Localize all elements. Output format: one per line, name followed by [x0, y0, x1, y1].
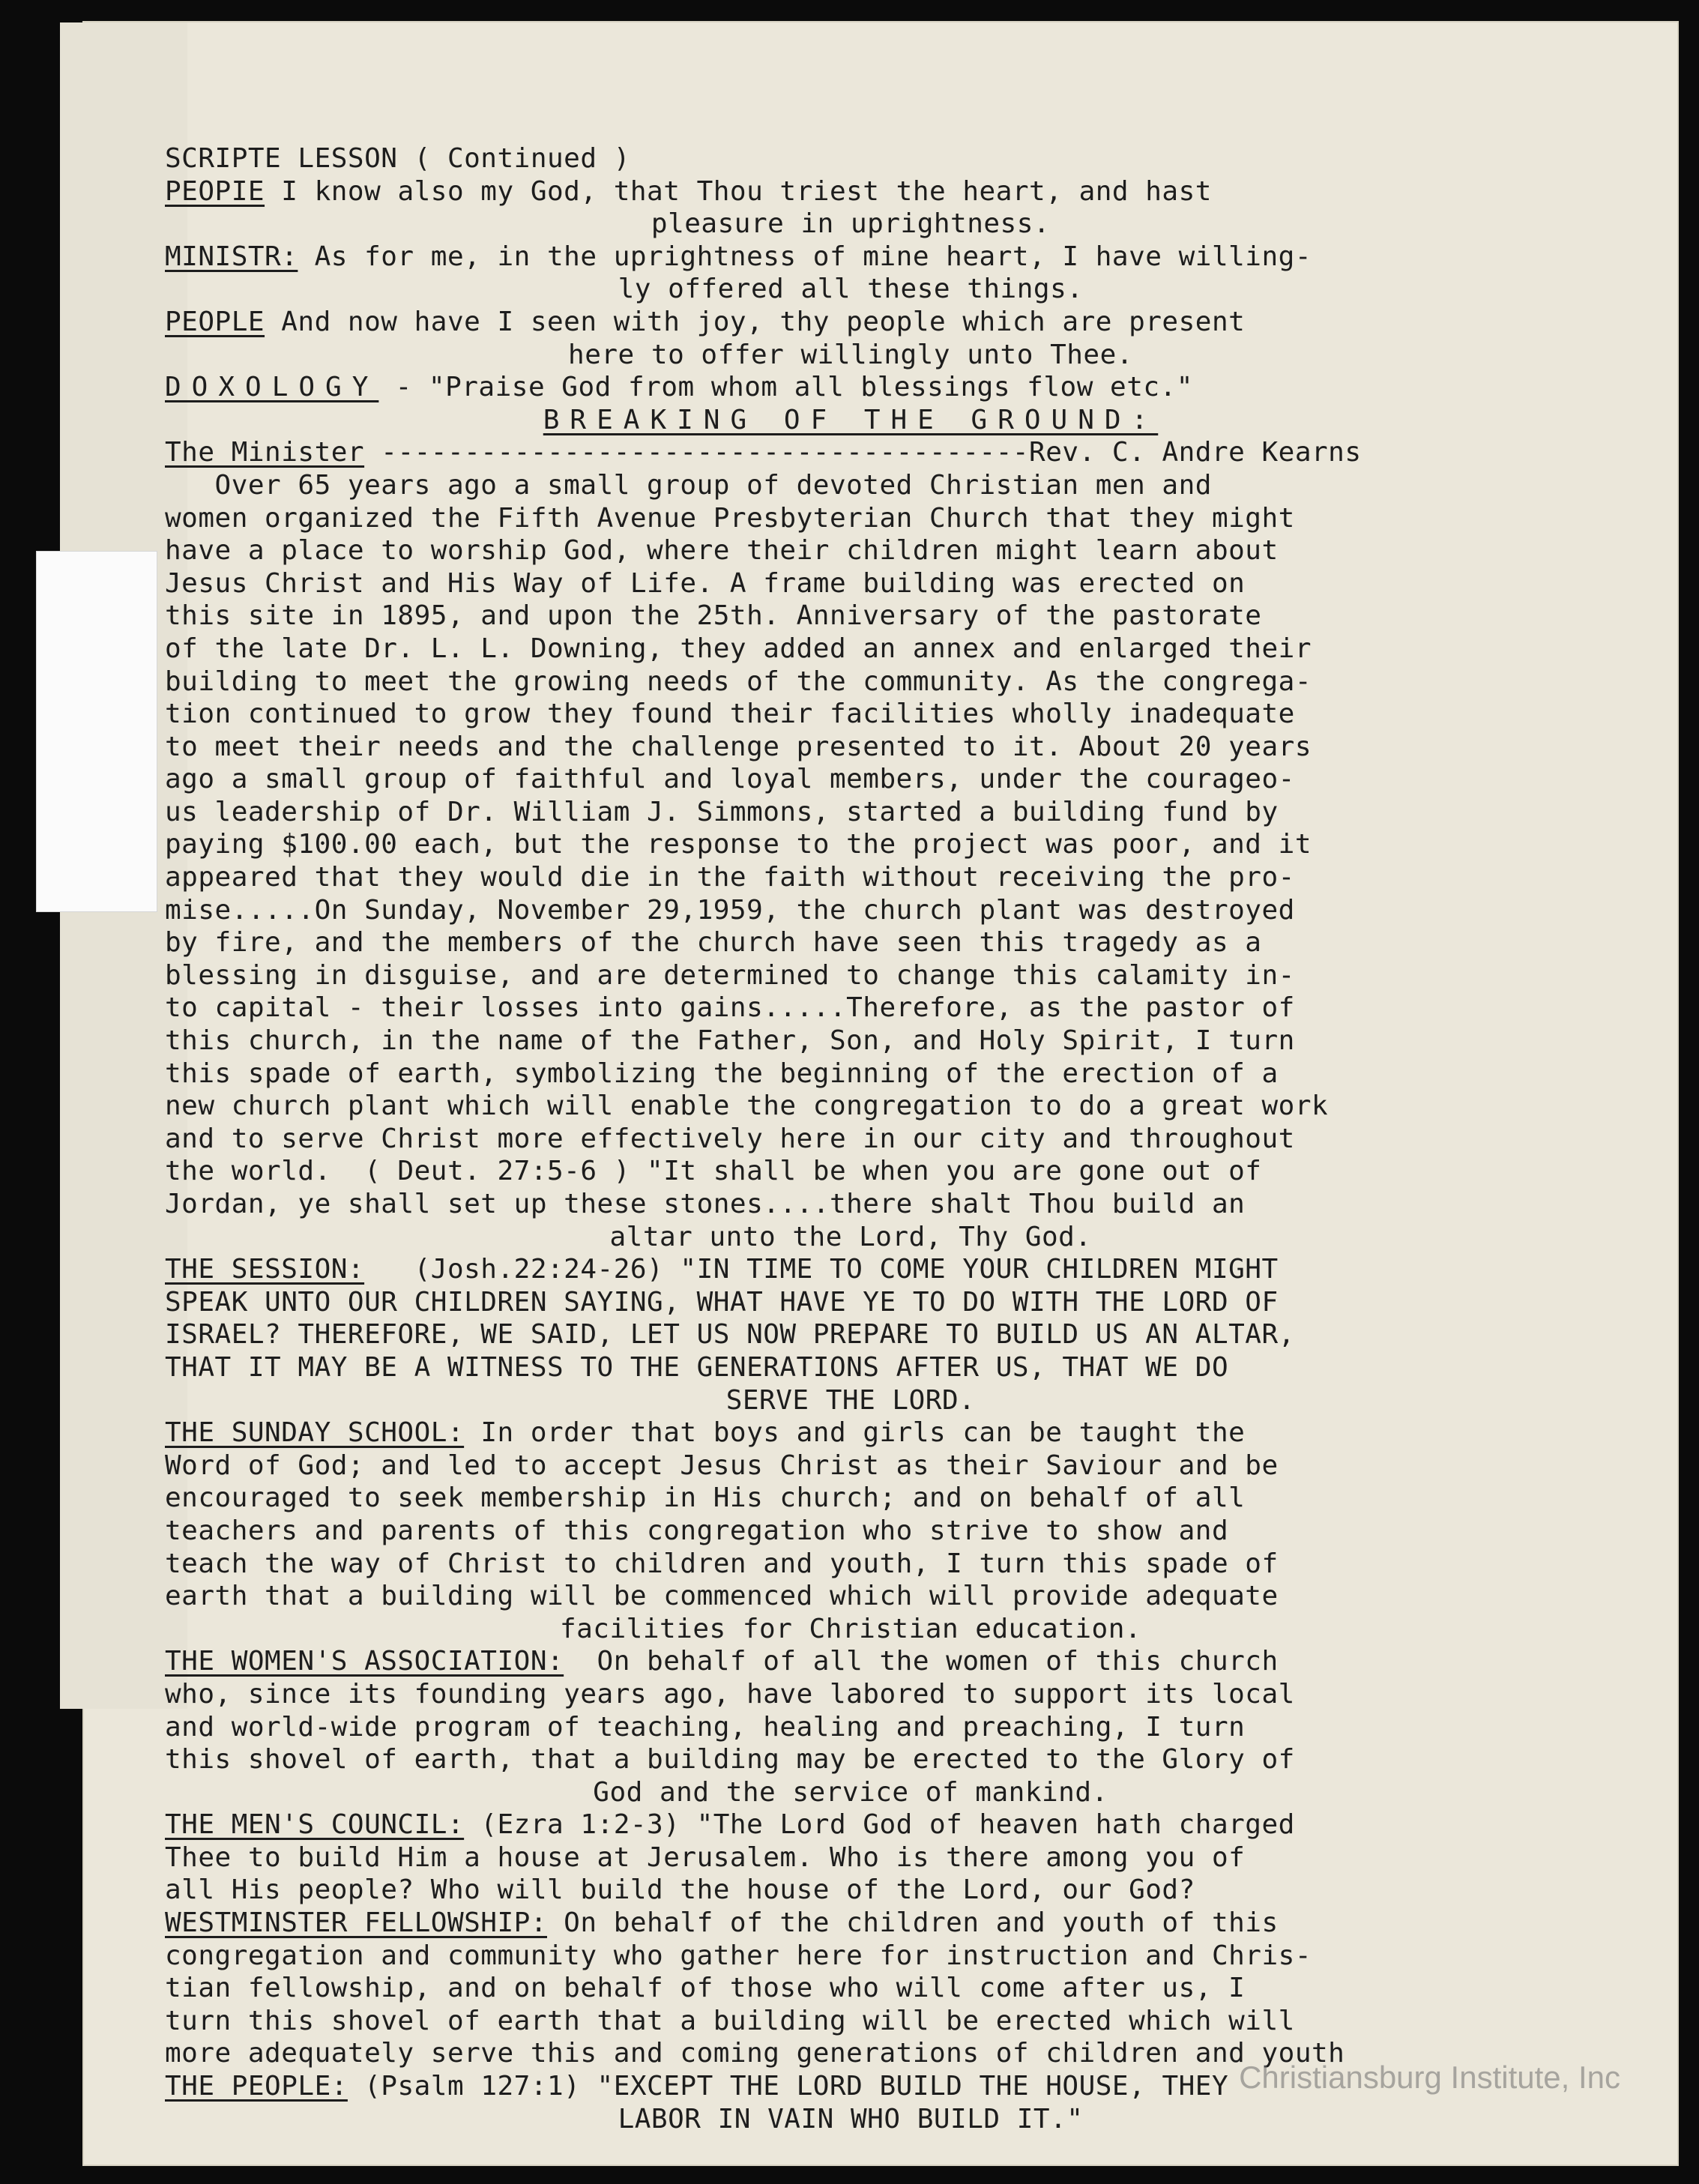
section-label: THE SUNDAY SCHOOL:	[165, 1417, 465, 1449]
session-section: THE SESSION: (Josh.22:24-26) "IN TIME TO COME YOUR CHILDREN MIGHT SPEAK UNTO OUR CHILDREN SAYING, WHAT HAVE YE TO DO WITH THE LORD OF ISRAEL? THEREFORE, WE SAID, LET US NOW PREPARE TO BUILD US AN ALTAR, THAT IT MAY BE A WITNESS TO THE GENERATIONS AFTER US, THAT WE DO SERVE THE LORD.	[165, 1253, 1536, 1417]
people-response-1: PEOPIE I know also my God, that Thou triest the heart, and hast	[165, 175, 1212, 207]
paragraph-line: us leadership of Dr. William J. Simmons, started a building fund by	[165, 796, 1279, 827]
people-response-2: PEOPLE And now have I seen with joy, thy people which are present	[165, 306, 1246, 337]
section-line: who, since its founding years ago, have labored to support its local	[165, 1678, 1295, 1710]
section-end: God and the service of mankind.	[593, 1776, 1108, 1808]
speaker-label: PEOPIE	[165, 175, 265, 207]
sunday-school-section: THE SUNDAY SCHOOL: In order that boys and girls can be taught the Word of God; and led to accept Jesus Christ as their Saviour and be encouraged to seek membership in His church; and on behalf of all teachers and parents of this congregation who strive to show and teach the way of Christ to children and youth, I turn this spade of earth that a building will be commenced which will provide adequate facilities for Christian education.	[165, 1417, 1536, 1645]
paragraph-line: paying $100.00 each, but the response to the project was poor, and it	[165, 829, 1312, 860]
section-line: Thee to build Him a house at Jerusalem. Who is there among you of	[165, 1841, 1246, 1873]
paragraph-end: altar unto the Lord, Thy God.	[609, 1221, 1092, 1252]
paragraph-line: Over 65 years ago a small group of devoted Christian men and	[165, 469, 1212, 501]
people-response-2-cont: here to offer willingly unto Thee.	[568, 339, 1133, 370]
section-line: SPEAK UNTO OUR CHILDREN SAYING, WHAT HAVE YE TO DO WITH THE LORD OF	[165, 1286, 1279, 1318]
people-response-1-cont: pleasure in uprightness.	[651, 208, 1051, 240]
breaking-title: BREAKING OF THE GROUND:	[543, 404, 1159, 435]
section-line: and world-wide program of teaching, healing and preaching, I turn	[165, 1711, 1246, 1743]
paragraph-line: tion continued to grow they found their facilities wholly inadequate	[165, 699, 1295, 730]
section-line: teachers and parents of this congregation who strive to show and	[165, 1515, 1229, 1546]
section-line: congregation and community who gather here for instruction and Chris-	[165, 1940, 1312, 1971]
section-line: tian fellowship, and on behalf of those who will come after us, I	[165, 1973, 1246, 2004]
document-text	[165, 142, 1536, 2135]
section-line: turn this shovel of earth that a building will be erected which will	[165, 2005, 1295, 2036]
heading: SCRIPTE LESSON ( Continued )	[165, 143, 630, 174]
mens-section: THE MEN'S COUNCIL: (Ezra 1:2-3) "The Lord God of heaven hath charged Thee to build Him a house at Jerusalem. Who is there among you of all His people? Who will build the house of the Lord, our God?	[165, 1809, 1536, 1907]
paragraph-line: building to meet the growing needs of the community. As the congrega-	[165, 666, 1312, 697]
section-line: ISRAEL? THEREFORE, WE SAID, LET US NOW PREPARE TO BUILD US AN ALTAR,	[165, 1319, 1295, 1351]
paragraph-line: blessing in disguise, and are determined to change this calamity in-	[165, 959, 1295, 991]
paragraph-line: new church plant which will enable the congregation to do a great work	[165, 1091, 1329, 1122]
section-line: earth that a building will be commenced which will provide adequate	[165, 1581, 1279, 1612]
speaker-label: PEOPLE	[165, 306, 265, 337]
section-line: Word of God; and led to accept Jesus Christ as their Saviour and be	[165, 1450, 1279, 1481]
paragraph-line: women organized the Fifth Avenue Presbyterian Church that they might	[165, 502, 1295, 534]
people-final-section: THE PEOPLE: (Psalm 127:1) "EXCEPT THE LORD BUILD THE HOUSE, THEY LABOR IN VAIN WHO BUILD IT."	[165, 2070, 1536, 2135]
paragraph-line: of the late Dr. L. L. Downing, they added an annex and enlarged their	[165, 633, 1312, 664]
paragraph-line: to meet their needs and the challenge presented to it. About 20 years	[165, 731, 1312, 762]
paper-tab	[36, 551, 157, 912]
section-label: THE PEOPLE:	[165, 2071, 348, 2102]
paragraph-line: this church, in the name of the Father, Son, and Holy Spirit, I turn	[165, 1025, 1295, 1057]
section-end: SERVE THE LORD.	[725, 1384, 976, 1416]
womens-section: THE WOMEN'S ASSOCIATION: On behalf of all the women of this church who, since its founding years ago, have labored to support its local and world-wide program of teaching, healing and preaching, I turn this shovel of earth, that a building may be erected to the Glory of God and the service of mankind.	[165, 1645, 1536, 1809]
section-end: facilities for Christian education.	[559, 1613, 1142, 1644]
doxology: DOXOLOGY - "Praise God from whom all blessings flow etc."	[165, 372, 1193, 403]
section-label: THE SESSION:	[165, 1254, 365, 1285]
watermark: Christiansburg Institute, Inc	[1239, 2060, 1620, 2095]
section-label: THE WOMEN'S ASSOCIATION:	[165, 1646, 564, 1677]
section-line: all His people? Who will build the house of the Lord, our God?	[165, 1874, 1195, 1906]
section-label: THE MEN'S COUNCIL:	[165, 1809, 465, 1841]
doxology-label: DOXOLOGY	[165, 372, 379, 403]
paragraph-line: have a place to worship God, where their children might learn about	[165, 535, 1279, 567]
section-label: WESTMINSTER FELLOWSHIP:	[165, 1907, 547, 1939]
section-end: LABOR IN VAIN WHO BUILD IT."	[618, 2103, 1084, 2135]
minister-paragraph	[165, 469, 1536, 1253]
section-line: teach the way of Christ to children and youth, I turn this spade of	[165, 1548, 1279, 1579]
section-line: THAT IT MAY BE A WITNESS TO THE GENERATIONS AFTER US, THAT WE DO	[165, 1351, 1229, 1383]
paragraph-line: this site in 1895, and upon the 25th. Anniversary of the pastorate	[165, 600, 1262, 632]
westminster-section: WESTMINSTER FELLOWSHIP: On behalf of the children and youth of this congregation and community who gather here for instruction and Chris- tian fellowship, and on behalf of those who will come after us, I turn this shovel of earth that a building will be erected which will more adequately serve this and coming generations of children and youth	[165, 1907, 1536, 2070]
paragraph-line: this spade of earth, symbolizing the beginning of the erection of a	[165, 1058, 1279, 1089]
paragraph-line: to capital - their losses into gains.....Therefore, as the pastor of	[165, 992, 1295, 1024]
paragraph-line: appeared that they would die in the faith without receiving the pro-	[165, 862, 1295, 893]
paragraph-line: ago a small group of faithful and loyal members, under the courageo-	[165, 764, 1295, 795]
minister-response-cont: ly offered all these things.	[618, 274, 1084, 305]
minister-response: MINISTR: As for me, in the uprightness of mine heart, I have willing-	[165, 241, 1312, 272]
paragraph-line: by fire, and the members of the church have seen this tragedy as a	[165, 927, 1262, 959]
minister-byline: The Minister ---------------------------------------Rev. C. Andre Kearns	[165, 437, 1362, 468]
paragraph-line: Jesus Christ and His Way of Life. A frame building was erected on	[165, 567, 1246, 599]
section-line: more adequately serve this and coming generations of children and youth	[165, 2038, 1345, 2069]
section-line: encouraged to seek membership in His church; and on behalf of all	[165, 1482, 1246, 1514]
speaker-label: MINISTR:	[165, 241, 298, 272]
paragraph-line: Jordan, ye shall set up these stones....there shalt Thou build an	[165, 1189, 1246, 1219]
section-line: this shovel of earth, that a building may be erected to the Glory of	[165, 1744, 1295, 1776]
paragraph-line: mise.....On Sunday, November 29,1959, the church plant was destroyed	[165, 894, 1295, 926]
paragraph-line: and to serve Christ more effectively here in our city and throughout	[165, 1123, 1295, 1154]
paragraph-line: the world. ( Deut. 27:5-6 ) "It shall be when you are gone out of	[165, 1156, 1262, 1187]
